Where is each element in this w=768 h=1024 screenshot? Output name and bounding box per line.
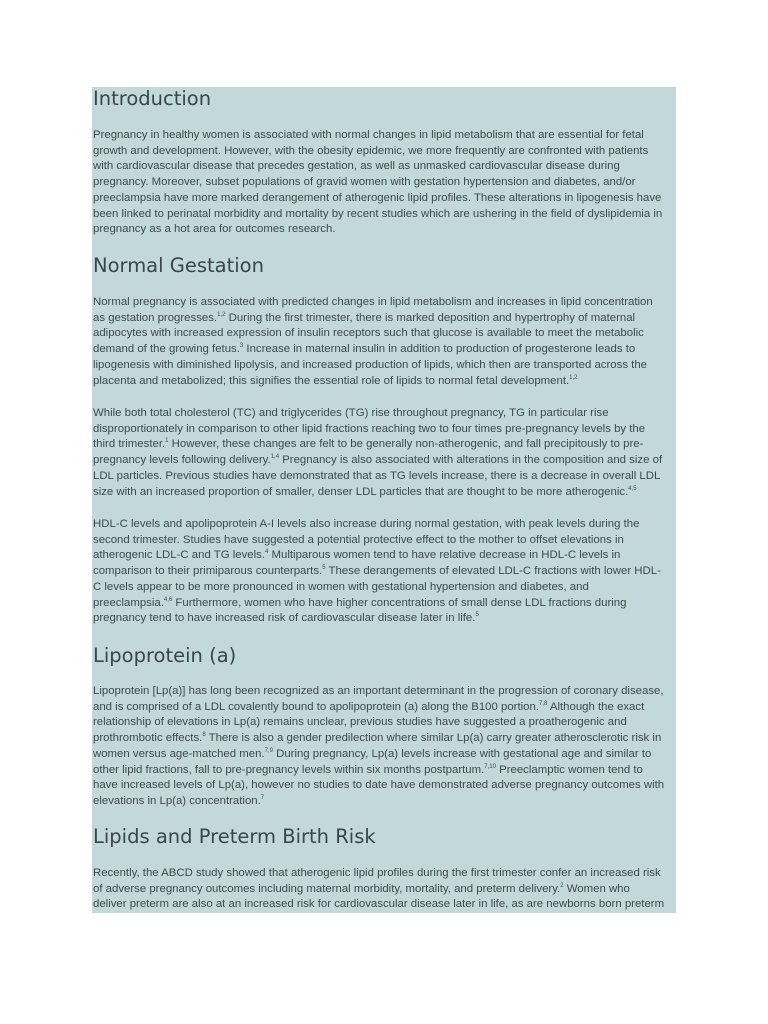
text-line: preeclampsia.$^{4,6}$ Furthermore, women who have higher concentrations of small dense LDL fractions during: [93, 596, 627, 609]
text-line: placenta and metabolized; this signifies the essential role of lipids to normal fetal development.$^{1,2}$: [93, 374, 578, 387]
citation-reference: 4,5: [628, 485, 637, 492]
document-panel: [92, 87, 676, 913]
text-line: pregnancy tend to have increased risk of cardiovascular disease later in life.$^5$: [93, 612, 479, 625]
paragraph-introduction: [93, 128, 662, 238]
text-line: pregnancy. Moreover, subset populations of gravid women with gestation hypertension and diabetes, and/or: [93, 176, 636, 189]
text-line: HDL-C levels and apolipoprotein A-I levels also increase during normal gestation, with peak levels during the: [93, 518, 640, 530]
text-line: comparison to their primiparous counterparts.$^5$ These derangements of elevated LDL-C fractions with lower HDL-: [93, 565, 661, 578]
paragraph-lipids-preterm-birth: [93, 866, 664, 913]
citation-reference: 2: [560, 882, 564, 889]
text-line: atherogenic LDL-C and TG levels.$^4$ Multiparous women tend to have relative decrease in HDL-C levels in: [93, 549, 621, 562]
paragraph-lipoprotein-a: [93, 684, 664, 810]
text-line: pregnancy levels following delivery.$^{1,4}$ Pregnancy is also associated with alterations in the composition and size of: [93, 454, 663, 467]
text-line: disproportionately in comparison to other lipid fractions reaching two to four times pre-pregnancy levels by the: [93, 422, 646, 435]
text-line: lipogenesis with diminished lipolysis, and increased production of lipids, which then are transported across the: [93, 358, 648, 371]
text-line: demand of the growing fetus.$^3$ Increase in maternal insulin in addition to production of progesterone leads to: [93, 343, 636, 356]
text-line: prothrombotic effects.$^8$ There is also a gender predilection where similar Lp(a) carry greater atherosclerotic risk in: [93, 732, 662, 745]
section-heading-lipids-preterm-birth: Lipids and Preterm Birth Risk: [93, 825, 376, 848]
section-heading-normal-gestation: Normal Gestation: [93, 254, 264, 277]
text-line: and is comprised of a LDL covalently bound to apolipoprotein (a) along the B100 portion.$^{7,8}$ Although the exact: [93, 700, 645, 713]
paragraph-normal-gestation-2: [93, 406, 662, 500]
text-line: LDL particles. Previous studies have demonstrated that as TG levels increase, there is a decrease in overall LDL: [93, 469, 661, 482]
text-line: women versus age-matched men.$^{7,9}$ During pregnancy, Lp(a) levels increase with gestational age and similar to: [93, 747, 652, 760]
section-heading-introduction: Introduction: [93, 87, 212, 110]
text-line: relationship of elevations in Lp(a) remains unclear, previous studies have suggested a proatherogenic and: [93, 716, 627, 729]
text-line: Pregnancy in healthy women is associated with normal changes in lipid metabolism that are essential for fetal: [93, 129, 644, 141]
text-line: as gestation progresses.$^{1,2}$ During the first trimester, there is marked deposition and hypertrophy of maternal: [93, 311, 636, 324]
text-line: been linked to perinatal morbidity and mortality by recent studies which are ushering in the field of dyslipidemia in: [93, 207, 663, 220]
citation-reference: 1,4: [270, 454, 280, 461]
text-line: with cardiovascular disease that precedes gestation, as well as unmasked cardiovascular disease during: [93, 160, 620, 173]
text-line: pregnancy as a hot area for outcomes research.: [93, 223, 336, 236]
citation-reference: 7: [260, 794, 265, 801]
citation-reference: 4: [265, 549, 269, 556]
text-line: Recently, the ABCD study showed that atherogenic lipid profiles during the first trimester confer an increased risk: [93, 867, 661, 879]
text-line: of adverse pregnancy outcomes including maternal morbidity, mortality, and preterm delivery.$^2$ Women who: [93, 882, 630, 895]
text-line: second trimester. Studies have suggested a potential protective effect to the mother to offset elevations in: [93, 533, 624, 546]
text-line: Lipoprotein [Lp(a)] has long been recognized as an important determinant in the progression of coronary disease,: [93, 685, 664, 697]
text-line: have increased levels of Lp(a), however no studies to date have demonstrated adverse pregnancy outcomes with: [93, 779, 665, 792]
text-line: third trimester.$^1$ However, these changes are felt to be generally non-atherogenic, and fall precipitously to pre-: [93, 438, 644, 451]
citation-reference: 1,2: [569, 374, 578, 381]
paragraph-normal-gestation-3: [93, 517, 661, 627]
section-heading-lipoprotein-a: Lipoprotein (a): [93, 644, 237, 667]
paragraph-normal-gestation-1: [93, 295, 653, 389]
citation-reference: 1,2: [217, 311, 226, 318]
citation-reference: 7,9: [264, 747, 273, 754]
text-line: elevations in Lp(a) concentration.$^7$: [93, 794, 265, 807]
citation-reference: 7,10: [484, 763, 496, 770]
text-line: size with an increased proportion of smaller, denser LDL particles that are thought to be more atherogenic.$^{4,5}$: [93, 485, 637, 498]
text-line: preeclampsia have more marked derangement of atherogenic lipid profiles. These alterations in lipogenesis have: [93, 191, 662, 204]
citation-reference: 5: [475, 612, 479, 619]
citation-reference: 7,8: [539, 700, 548, 707]
citation-reference: 4,6: [163, 596, 173, 603]
citation-reference: 8: [202, 732, 206, 739]
text-line: other lipid fractions, fall to pre-pregnancy levels within six months postpartum.$^{7,10}$ Preeclamptic women tend to: [93, 763, 643, 776]
citation-reference: 1: [165, 438, 169, 445]
text-line: growth and development. However, with the obesity epidemic, we more frequently are confronted with patients: [93, 144, 649, 157]
text-line: C levels appear to be more pronounced in women with gestational hypertension and diabetes, and: [93, 580, 589, 593]
citation-reference: 5: [322, 565, 326, 572]
text-line: While both total cholesterol (TC) and triglycerides (TG) rise throughout pregnancy, TG in particular rise: [93, 407, 609, 419]
text-line: deliver preterm are also at an increased risk for cardiovascular disease later in life, as are newborns born preterm: [93, 898, 665, 911]
text-line: adipocytes with increased expression of insulin receptors such that glucose is available to meet the metabolic: [93, 327, 644, 340]
citation-reference: 3: [239, 343, 244, 350]
text-line: Normal pregnancy is associated with predicted changes in lipid metabolism and increases in lipid concentration: [93, 296, 653, 308]
